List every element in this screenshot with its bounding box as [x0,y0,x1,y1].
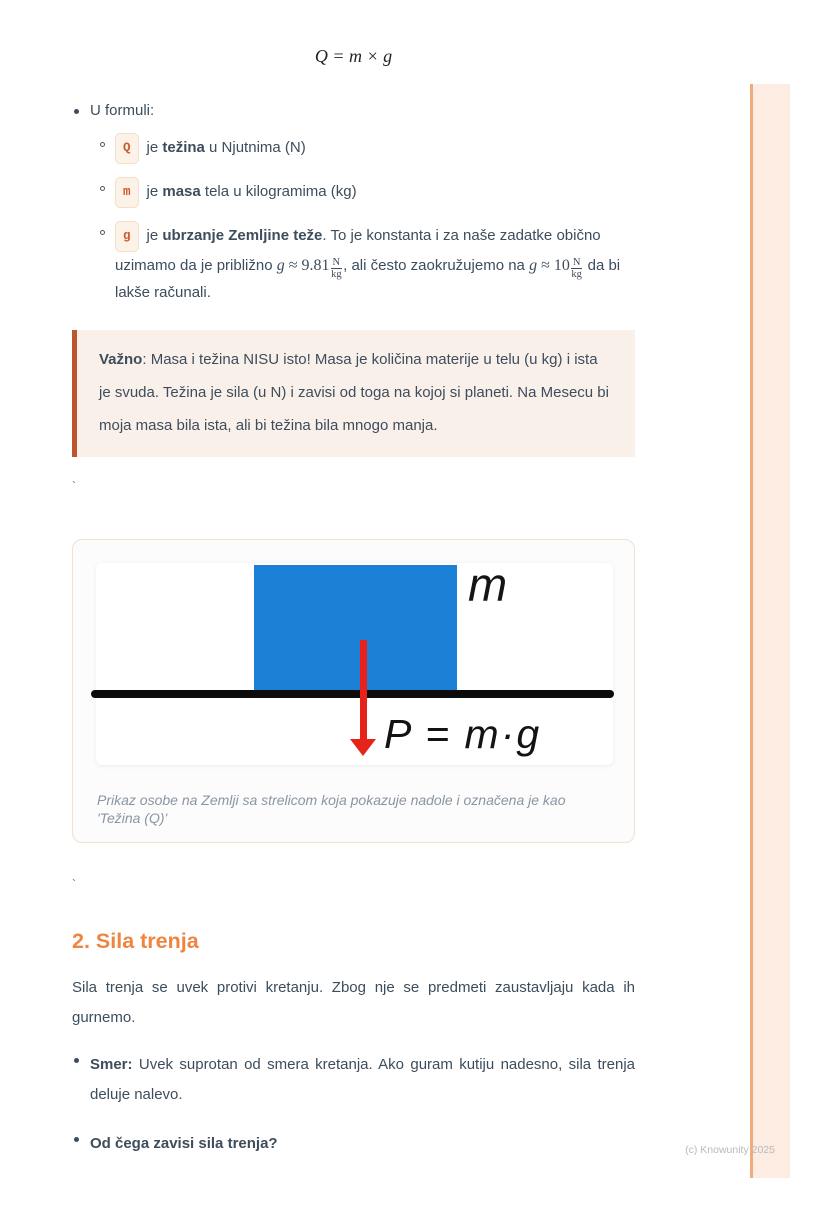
text-segment: je [146,139,163,156]
list-item-g [98,222,635,306]
fraction-n-per-kg [331,257,343,280]
hollow-circle-bullet-icon [100,230,105,235]
hollow-circle-bullet-icon [100,186,105,191]
down-arrow-head-icon [350,739,376,756]
text-segment: da bi lakše računali. [115,257,621,302]
list-item-smer [72,1050,635,1110]
text-segment: tela u kilogramima (kg) [200,183,357,200]
figure-caption: Prikaz osobe na Zemlji sa strelicom koja pokazuje nadole i označena je kao 'Težina (Q)' [97,792,566,827]
weight-force-diagram [96,558,613,765]
filled-dot-bullet-icon [74,1137,79,1142]
page-edge-strip [750,84,790,1178]
ground-line [91,690,614,698]
important-callout [72,330,635,457]
stray-backtick: ` [72,877,76,892]
main-formula: Q = m × g [314,46,393,66]
page-content [0,46,635,1159]
filled-dot-bullet-icon [74,1058,79,1063]
text-segment: u Njutnima (N) [204,139,306,156]
symbol-g-text [115,222,635,306]
text-segment: je [146,183,163,200]
list-item-q [98,134,635,165]
m-code-badge: m [115,177,139,208]
g-code-badge: g [115,221,139,252]
weight-formula-label: P = m·g [384,711,542,758]
list-item [72,101,635,121]
text-bold: masa [162,183,201,200]
callout-label: Važno [99,351,143,369]
text-segment: je [146,227,163,244]
symbol-q-text [115,134,635,165]
fraction-numerator: N [572,256,581,268]
copyright-notice: (c) Knowunity 2025 [685,1144,775,1156]
friction-bullet-list [72,1050,635,1159]
document-page [0,46,828,1217]
text-segment: Uvek suprotan od smera kretanja. Ako guram kutiju nadesno, sila trenja deluje nalevo. [90,1056,635,1104]
formula-explanation-list [72,101,635,121]
math-relation: ≈ [537,257,554,274]
smer-text [90,1050,635,1110]
formula-symbols-sublist [98,134,635,306]
text-bold: Smer: [90,1056,133,1074]
list-item-m [98,178,635,209]
fraction-denominator: kg [571,269,582,280]
symbol-m-text [115,178,635,209]
figure-card [72,539,635,843]
hollow-circle-bullet-icon [100,142,105,147]
text-bold: ubrzanje Zemljine teže [162,227,323,244]
fraction-n-per-kg [571,257,583,280]
math-number: 10 [553,257,570,274]
text-bold: Od čega zavisi sila trenja? [90,1135,278,1153]
text-segment: . To je konstanta i za naše zadatke obično uzimamo da je približno [115,227,601,274]
math-number: 9.81 [301,257,330,274]
list-item-question [72,1129,635,1159]
stray-backtick: ` [72,479,76,494]
q-code-badge: Q [115,133,139,164]
math-relation: ≈ [284,257,302,274]
math-variable: g [529,257,538,274]
fraction-numerator: N [332,256,341,268]
callout-text: : Masa i težina NISU isto! Masa je količina materije u telu (u kg) i ista je svuda. Težina je sila (u N) i zavisi od toga na kojoj si planeti. Na Mesecu bi moja masa bila ista, ali bi težina bila mnogo manja. [99,351,609,435]
filled-dot-bullet-icon [74,109,79,114]
question-text [90,1129,635,1159]
text-bold: težina [162,139,205,156]
fraction-denominator: kg [331,269,342,280]
section-heading: 2. Sila trenja [72,929,199,954]
down-arrow-icon [360,640,367,743]
mass-label: m [468,558,509,612]
section-paragraph: Sila trenja se uvek protivi kretanju. Zbog nje se predmeti zaustavljaju kada ih gurnemo. [72,979,635,1027]
mass-block-shape [254,565,457,691]
list-intro: U formuli: [90,102,155,119]
math-variable: g [276,257,285,274]
text-segment: , ali često zaokružujemo na [343,257,530,274]
